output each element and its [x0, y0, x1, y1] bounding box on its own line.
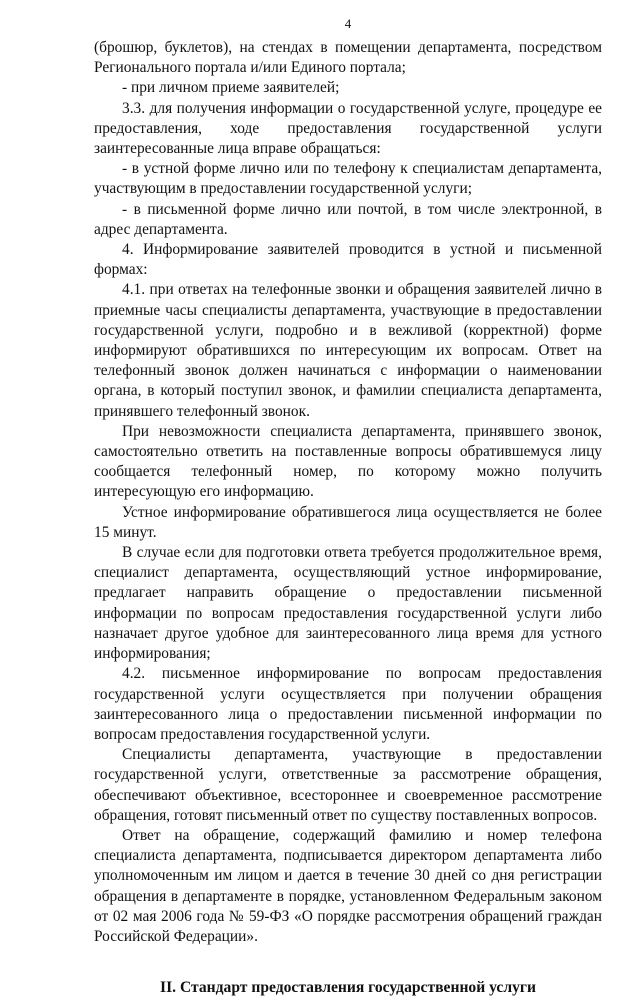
paragraph-1: (брошюр, буклетов), на стендах в помещении департамента, посредством Регионального портала и/или Единого портала; — [94, 39, 602, 77]
paragraph-5: - в письменной форме лично или почтой, в том числе электронной, в адрес департамента. — [94, 200, 602, 238]
paragraph-2: - при личном приеме заявителей; — [122, 79, 340, 97]
paragraph-12: Специалисты департамента, участвующие в предоставлении государственной услуги, ответственные за рассмотрение обращения, обеспечивают объективное, всестороннее и своевременное рассмотрение обращения, готовят письменный ответ по существу поставленных вопросов. — [94, 746, 602, 824]
paragraph-8: При невозможности специалиста департамента, принявшего звонок, самостоятельно ответить на поставленные вопросы обратившемуся лицу сообщается телефонный номер, по которому можно получить интересующую его информацию. — [94, 422, 602, 501]
paragraph-11: 4.2. письменное информирование по вопросам предоставления государственной услуги осуществляется при получении обращения заинтересованного лица о предоставлении письменной информации по вопросам предоставления государственной услуги. — [94, 665, 602, 743]
paragraph-9: Устное информирование обратившегося лица осуществляется не более 15 минут. — [94, 503, 602, 541]
paragraph-6: 4. Информирование заявителей проводится в устной и письменной формах: — [94, 241, 602, 279]
section-heading: II. Стандарт предоставления государственной услуги — [160, 979, 536, 997]
page-number: 4 — [344, 16, 352, 31]
paragraph-13: Ответ на обращение, содержащий фамилию и номер телефона специалиста департамента, подписывается директором департамента либо уполномоченным им лицом и дается в течение 30 дней со дня регистрации обращения в департаменте в порядке, установленном Федеральным законом от 02 мая 2006 года № 59-ФЗ «О порядке рассмотрения обращений граждан Российской Федерации». — [94, 826, 602, 945]
paragraph-4: - в устной форме лично или по телефону к специалистам департамента, участвующим в предоставлении государственной услуги; — [94, 160, 602, 198]
paragraph-3: 3.3. для получения информации о государственной услуге, процедуре ее предоставления, ходе предоставления государственной услуги заинтересованные лица вправе обращаться: — [94, 99, 602, 158]
paragraph-10: В случае если для подготовки ответа требуется продолжительное время, специалист департамента, осуществляющий устное информирование, предлагает направить обращение о предоставлении письменной информации по вопросам предоставления государственной услуги либо назначает другое удобное для заинтересованного лица время для устного информирования; — [94, 544, 602, 663]
paragraph-7: 4.1. при ответах на телефонные звонки и обращения заявителей лично в приемные часы специалисты департамента, участвующие в предоставлении государственной услуги, подробно и в вежливой (корректной) форме информируют обратившихся по интересующим их вопросам. Ответ на телефонный звонок должен начинаться с информации о наименовании органа, в который поступил звонок, и фамилии специалиста департамента, принявшего телефонный звонок. — [94, 281, 602, 420]
